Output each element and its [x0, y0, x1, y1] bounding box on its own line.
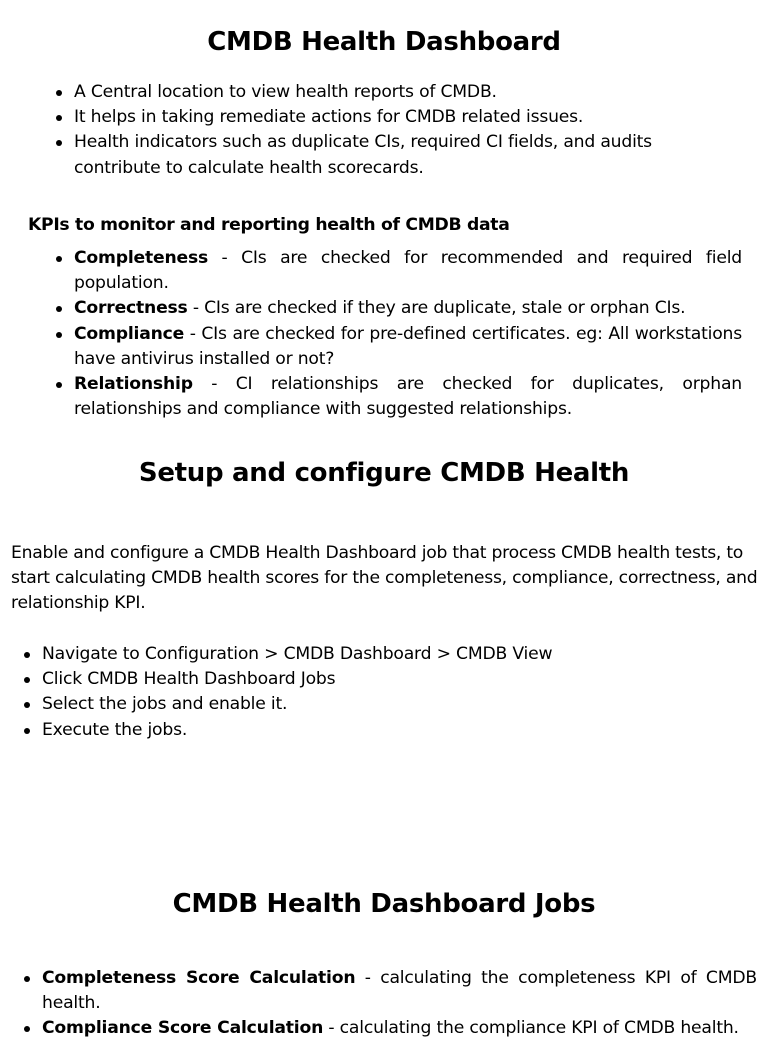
job-description: - calculating the completeness KPI of CMDB health.: [42, 968, 757, 1014]
jobs-bullet-list: [20, 966, 757, 1042]
kpi-term: Completeness: [74, 248, 209, 268]
kpi-term: Correctness: [74, 298, 188, 319]
kpi-heading: KPIs to monitor and reporting health of CMDB data: [28, 215, 510, 235]
kpi-description: - CIs are checked for recommended and required field population.: [74, 248, 742, 294]
list-item: Click CMDB Health Dashboard Jobs: [20, 667, 750, 692]
list-item: Execute the jobs.: [20, 718, 750, 743]
setup-title: Setup and configure CMDB Health: [138, 458, 630, 488]
kpi-description: - CI relationships are checked for duplicates, orphan relationships and compliance with suggested relationships.: [74, 374, 742, 420]
jobs-title: CMDB Health Dashboard Jobs: [172, 889, 596, 919]
kpi-term: Relationship: [74, 374, 193, 395]
list-item: Navigate to Configuration > CMDB Dashboard > CMDB View: [20, 642, 750, 667]
setup-steps-list: [20, 642, 750, 743]
job-term: Compliance Score Calculation: [42, 1018, 324, 1039]
kpi-term: Compliance: [74, 323, 185, 344]
list-item: Select the jobs and enable it.: [20, 692, 750, 717]
list-item: Health indicators such as duplicate CIs, required CI fields, and audits contribute to calculate health scorecards.: [52, 130, 742, 180]
list-item: It helps in taking remediate actions for CMDB related issues.: [52, 105, 742, 130]
intro-bullet-list: [52, 80, 742, 181]
setup-paragraph: Enable and configure a CMDB Health Dashboard job that process CMDB health tests, to start calculating CMDB health scores for the completeness, compliance, correctness, and relationship KPI.: [11, 543, 758, 614]
kpi-item-correctness: [52, 296, 742, 321]
kpi-item-compliance: [52, 322, 742, 372]
job-item-completeness: [20, 966, 757, 1016]
job-item-compliance: [20, 1016, 757, 1041]
job-term: Completeness Score Calculation: [42, 968, 356, 988]
kpi-item-completeness: [52, 246, 742, 296]
kpi-description: - CIs are checked for pre-defined certificates. eg: All workstations have antivirus installed or not?: [74, 323, 742, 369]
health-dashboard-title: CMDB Health Dashboard: [207, 27, 561, 57]
kpi-bullet-list: [52, 246, 742, 422]
kpi-item-relationship: [52, 372, 742, 422]
kpi-description: - CIs are checked if they are duplicate, stale or orphan CIs.: [187, 298, 686, 319]
job-description: - calculating the compliance KPI of CMDB health.: [323, 1018, 739, 1039]
list-item: A Central location to view health reports of CMDB.: [52, 80, 742, 105]
